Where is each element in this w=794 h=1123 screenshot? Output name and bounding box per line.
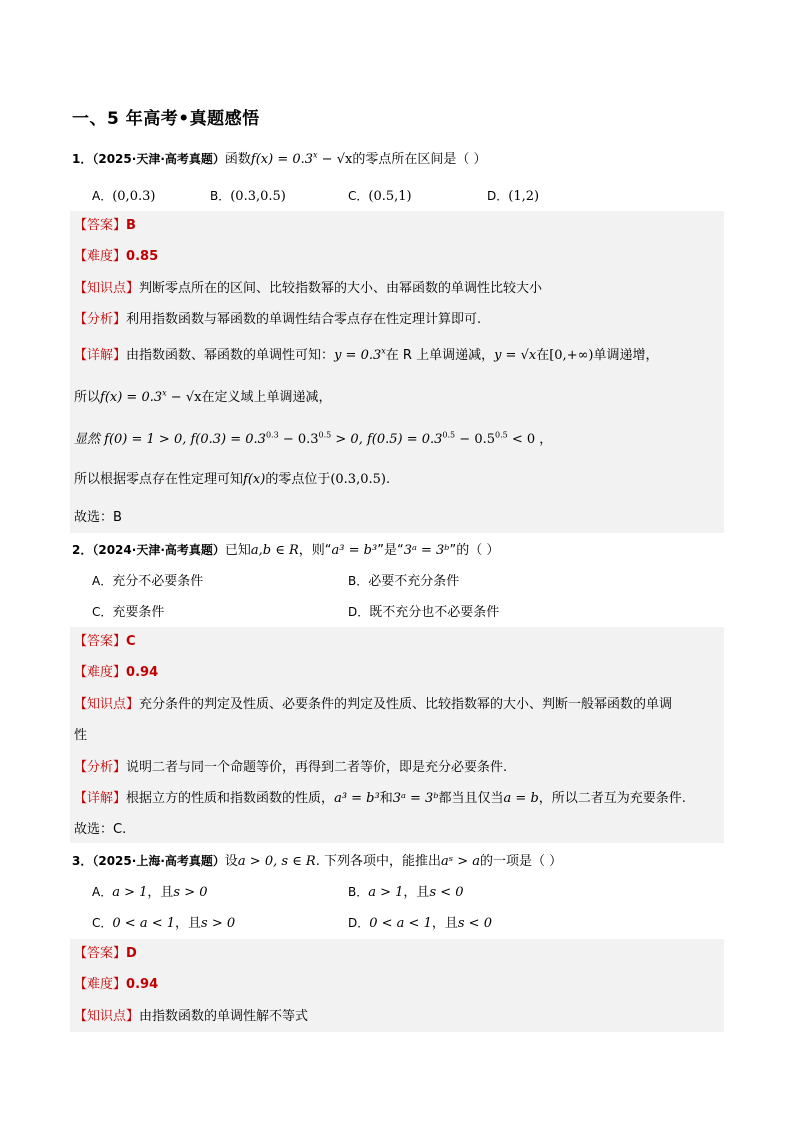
question-source: （2024·天津·高考真题）: [92, 543, 225, 557]
difficulty-label: 难度: [87, 249, 114, 264]
math-expr: a > 0, s ∈ R: [237, 854, 316, 869]
bracket: 】: [113, 946, 127, 961]
difficulty-label: 难度: [87, 977, 114, 992]
detail-text: 所以根据零点存在性定理可知: [74, 472, 244, 487]
math-exponent: x: [162, 388, 167, 398]
math-expr: aˢ > a: [440, 854, 481, 869]
knowledge-label: 知识点: [87, 1009, 127, 1024]
option-label: D．: [487, 189, 509, 203]
question-2-stem: [72, 541, 499, 560]
detail-text: 在 R 上单调递减，: [385, 348, 495, 363]
option-sep: ，且: [175, 916, 202, 931]
option-text: 充要条件: [112, 605, 165, 620]
option-label: A．: [92, 885, 113, 899]
detail-text: 在定义域上单调递减，: [201, 390, 332, 405]
detail-label: 详解: [87, 348, 114, 363]
bracket: 】: [113, 760, 127, 775]
option-label: A．: [92, 574, 113, 588]
option-text: (0.3,0.5): [230, 189, 286, 204]
option-c: [92, 603, 164, 622]
bracket: 】: [113, 791, 127, 806]
bracket: 】: [113, 348, 127, 363]
answer-label: 答案: [87, 946, 114, 961]
option-label: C．: [348, 189, 369, 203]
bracket: 【: [74, 249, 88, 264]
option-sep: ，且: [147, 885, 174, 900]
option-d: [348, 914, 492, 933]
difficulty-value: 0.94: [126, 665, 159, 680]
option-math: 0 < a < 1: [112, 916, 175, 931]
math-expr: y = 0.3: [334, 348, 382, 363]
question-source: （2025·天津·高考真题）: [92, 152, 225, 166]
option-text: (0.5,1): [368, 189, 412, 204]
option-math: a > 1: [368, 885, 404, 900]
detail-text: 在: [536, 348, 550, 363]
question-number: 1．: [72, 152, 93, 166]
detail-label: 详解: [87, 791, 114, 806]
option-label: A．: [92, 189, 113, 203]
knowledge-label: 知识点: [87, 281, 127, 296]
option-b: [348, 572, 459, 591]
stem-text: ，则“: [298, 543, 332, 558]
detail-row-2: [74, 389, 331, 407]
knowledge-label: 知识点: [87, 697, 127, 712]
answer-value: C: [126, 634, 136, 649]
answer-value: B: [126, 218, 136, 233]
difficulty-value: 0.94: [126, 977, 159, 992]
math-function: f(x) = 0.3: [250, 152, 314, 167]
detail-text: 由指数函数、幂函数的单调性可知：: [126, 348, 335, 363]
difficulty-value: 0.85: [126, 249, 159, 264]
answer-block-q2: [70, 627, 724, 843]
answer-block-q3: [70, 939, 724, 1032]
detail-text: 单调递增，: [593, 348, 659, 363]
math-interval: (0.3,0.5): [330, 472, 386, 487]
bracket: 【: [74, 760, 88, 775]
option-b: [348, 883, 464, 902]
detail-text: 和: [379, 791, 393, 806]
knowledge-row-cont: [74, 727, 87, 745]
option-label: B．: [210, 189, 231, 203]
bracket: 】: [113, 312, 127, 327]
option-sep: ，且: [403, 885, 430, 900]
bracket: 】: [113, 665, 127, 680]
detail-text: 的零点位于: [265, 472, 331, 487]
stem-text: 的零点所在区间是（ ）: [352, 152, 487, 167]
difficulty-row: [74, 664, 158, 682]
analysis-label: 分析: [87, 312, 114, 327]
option-label: B．: [348, 574, 369, 588]
bracket: 】: [126, 281, 140, 296]
math-expr: < 0 ，: [507, 432, 553, 447]
bracket: 】: [113, 977, 127, 992]
option-label: C．: [92, 605, 113, 619]
option-math: s > 0: [201, 916, 236, 931]
math-expr: a³ = b³: [334, 791, 380, 806]
math-expr: > 0, f(0.5) = 0.3: [331, 432, 443, 447]
answer-row: [74, 633, 136, 651]
math-expr: 显然 f(0) = 1 > 0, f(0.3) = 0.3: [74, 432, 266, 447]
math-expr: 3ᵃ = 3ᵇ: [403, 543, 450, 558]
math-exponent: x: [313, 150, 318, 160]
math-exponent: 0.5: [495, 430, 508, 440]
option-d: [487, 187, 539, 206]
analysis-text: 利用指数函数与幂函数的单调性结合零点存在性定理计算即可.: [126, 312, 482, 327]
answer-row: [74, 945, 137, 963]
bracket: 】: [113, 218, 127, 233]
option-a: [92, 572, 203, 591]
math-expr: a = b: [503, 791, 539, 806]
choose-row: [74, 821, 126, 839]
difficulty-label: 难度: [87, 665, 114, 680]
option-d: [348, 603, 499, 622]
detail-row-3: [74, 431, 552, 449]
math-expr: f(x): [243, 472, 266, 487]
bracket: 【: [74, 946, 88, 961]
option-text: 充分不必要条件: [112, 574, 204, 589]
detail-text: ，所以二者互为充要条件.: [538, 791, 686, 806]
math-interval: [0,+∞): [549, 348, 594, 363]
bracket: 【: [74, 218, 88, 233]
knowledge-row: [74, 280, 542, 298]
stem-text: ”是“: [377, 543, 404, 558]
bracket: 【: [74, 697, 88, 712]
bracket: 【: [74, 791, 88, 806]
math-exponent: 0.3: [265, 430, 279, 440]
detail-text: 所以: [74, 390, 101, 405]
answer-label: 答案: [87, 634, 114, 649]
math-exponent: 0.5: [442, 430, 456, 440]
knowledge-text: 性: [74, 728, 88, 743]
math-expr: − √x: [166, 390, 202, 405]
option-sep: ，且: [431, 916, 458, 931]
math-expr: 3ᵃ = 3ᵇ: [392, 791, 439, 806]
difficulty-row: [74, 248, 158, 266]
bracket: 】: [126, 697, 140, 712]
math-expr: f(x) = 0.3: [100, 390, 163, 405]
detail-row: [74, 347, 659, 365]
bracket: 【: [74, 977, 88, 992]
option-label: D．: [348, 605, 370, 619]
math-expr: a,b ∈ R: [250, 543, 299, 558]
question-number: 2．: [72, 543, 93, 557]
bracket: 【: [74, 312, 88, 327]
choose-row: [74, 509, 122, 527]
detail-text: .: [385, 472, 391, 487]
analysis-row: [74, 311, 481, 329]
knowledge-row: [74, 696, 672, 714]
knowledge-text: 充分条件的判定及性质、必要条件的判定及性质、比较指数幂的大小、判断一般幂函数的单调: [139, 697, 673, 712]
question-source: （2025·上海·高考真题）: [92, 854, 225, 868]
math-exponent: 0.5: [318, 430, 332, 440]
stem-text: 已知: [224, 543, 251, 558]
option-text: 既不充分也不必要条件: [369, 605, 500, 620]
answer-value: D: [126, 946, 137, 961]
difficulty-row: [74, 976, 158, 994]
detail-row-4: [74, 471, 390, 489]
stem-text: 函数: [224, 152, 251, 167]
choose-text: 故选：B: [74, 510, 122, 525]
stem-text: . 下列各项中，能推出: [315, 854, 441, 869]
question-1-stem: [72, 150, 486, 169]
answer-block-q1: [70, 211, 724, 533]
option-math: s < 0: [429, 885, 464, 900]
bracket: 【: [74, 665, 88, 680]
analysis-label: 分析: [87, 760, 114, 775]
bracket: 】: [113, 634, 127, 649]
answer-label: 答案: [87, 218, 114, 233]
option-b: [210, 187, 286, 206]
math-expr: − 0.3: [278, 432, 319, 447]
option-text: (0,0.3): [112, 189, 156, 204]
option-c: [92, 914, 235, 933]
stem-text: 设: [224, 854, 238, 869]
option-math: s > 0: [173, 885, 208, 900]
option-a: [92, 187, 155, 206]
option-text: 必要不充分条件: [368, 574, 460, 589]
stem-text: ”的（ ）: [449, 543, 500, 558]
option-math: 0 < a < 1: [369, 916, 432, 931]
math-function-tail: − √x: [317, 152, 353, 167]
bracket: 】: [126, 1009, 140, 1024]
bracket: 【: [74, 634, 88, 649]
detail-text: 根据立方的性质和指数函数的性质，: [126, 791, 335, 806]
bracket: 】: [113, 249, 127, 264]
option-c: [348, 187, 412, 206]
option-math: s < 0: [457, 916, 492, 931]
analysis-row: [74, 759, 507, 777]
option-a: [92, 883, 208, 902]
knowledge-text: 由指数函数的单调性解不等式: [139, 1009, 309, 1024]
detail-row: [74, 790, 686, 808]
bracket: 【: [74, 281, 88, 296]
option-text: (1,2): [508, 189, 540, 204]
detail-text: 都当且仅当: [438, 791, 504, 806]
option-label: C．: [92, 916, 113, 930]
question-3-stem: [72, 852, 562, 871]
knowledge-row: [74, 1008, 308, 1026]
math-exponent: x: [381, 346, 386, 356]
knowledge-text: 判断零点所在的区间、比较指数幂的大小、由幂函数的单调性比较大小: [139, 281, 543, 296]
section-title: 一、5 年高考•真题感悟: [72, 109, 260, 129]
question-number: 3．: [72, 854, 93, 868]
option-label: B．: [348, 885, 369, 899]
math-expr: a³ = b³: [331, 543, 378, 558]
bracket: 【: [74, 348, 88, 363]
analysis-text: 说明二者与同一个命题等价，再得到二者等价，即是充分必要条件.: [126, 760, 508, 775]
bracket: 【: [74, 1009, 88, 1024]
choose-text: 故选：C.: [74, 822, 127, 837]
stem-text: 的一项是（ ）: [480, 854, 563, 869]
math-expr: − 0.5: [455, 432, 495, 447]
option-math: a > 1: [112, 885, 148, 900]
option-label: D．: [348, 916, 370, 930]
math-expr: y = √x: [494, 348, 537, 363]
answer-row: [74, 217, 136, 235]
